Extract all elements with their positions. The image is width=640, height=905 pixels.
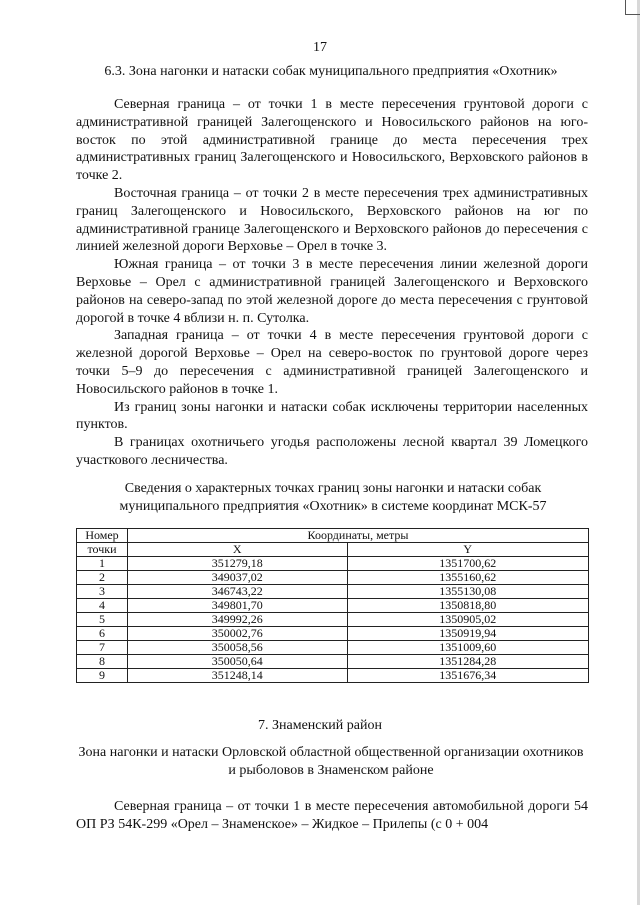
boundary-description bbox=[76, 96, 588, 470]
coord-x: 349037,02 bbox=[128, 571, 348, 585]
coordinates-table bbox=[76, 528, 589, 683]
point-number: 1 bbox=[77, 557, 128, 571]
point-number: 2 bbox=[77, 571, 128, 585]
paragraph-west: Западная граница – от точки 4 в месте пересечения грунтовой дороги с железной дорогой Верховье – Орел на северо-восток по грунтовой дороге через точки 5–9 до пересечения с административной границей Залегощенского и Новосильского районов в точке 1. bbox=[76, 328, 588, 397]
paragraph-forest: В границах охотничьего угодья расположены лесной квартал 39 Ломецкого участкового лесничества. bbox=[76, 435, 588, 468]
table-row bbox=[77, 655, 589, 669]
coord-x: 350058,56 bbox=[128, 641, 348, 655]
coord-y: 1355160,62 bbox=[347, 571, 588, 585]
paragraph-east: Восточная граница – от точки 2 в месте пересечения трех административных границ Залегощенского и Новосильского, Верховского районов на юг по административной границе Залегощенского и Верховского районов до пересечения с линией железной дороги Верховье – Орел в точке 3. bbox=[76, 185, 588, 255]
point-number: 6 bbox=[77, 627, 128, 641]
paragraph-exclusions: Из границ зоны нагонки и натаски собак исключены территории населенных пунктов. bbox=[76, 399, 588, 433]
district-section-title: 7. Знаменский район bbox=[258, 718, 382, 733]
page-number: 17 bbox=[313, 40, 327, 55]
table-row bbox=[77, 641, 589, 655]
paragraph-north: Северная граница – от точки 1 в месте пересечения грунтовой дороги с административной границей Залегощенского и Новосильского районов на юго-восток по этой административной границе до места пересечения трех административных границ Залегощенского и Новосильского, Верховского районов в точке 2. bbox=[76, 97, 588, 184]
point-number: 9 bbox=[77, 669, 128, 683]
coord-x: 349801,70 bbox=[128, 599, 348, 613]
coord-y: 1355130,08 bbox=[347, 585, 588, 599]
coord-y: 1351700,62 bbox=[347, 557, 588, 571]
bottom-description bbox=[76, 798, 588, 834]
header-coordinates: Координаты, метры bbox=[128, 529, 589, 543]
table-row bbox=[77, 613, 589, 627]
header-point-number-line2: точки bbox=[77, 543, 128, 557]
coord-x: 346743,22 bbox=[128, 585, 348, 599]
header-x: X bbox=[128, 543, 348, 557]
coord-x: 351248,14 bbox=[128, 669, 348, 683]
coord-y: 1351284,28 bbox=[347, 655, 588, 669]
coord-x: 351279,18 bbox=[128, 557, 348, 571]
point-number: 8 bbox=[77, 655, 128, 669]
coord-y: 1350919,94 bbox=[347, 627, 588, 641]
coord-x: 349992,26 bbox=[128, 613, 348, 627]
coord-x: 350050,64 bbox=[128, 655, 348, 669]
section-heading: 6.3. Зона нагонки и натаски собак муниципального предприятия «Охотник» bbox=[104, 64, 558, 79]
header-y: Y bbox=[347, 543, 588, 557]
zone-title: Зона нагонки и натаски Орловской областной общественной организации охотников и рыболовов в Знаменском районе bbox=[78, 745, 584, 778]
table-row bbox=[77, 599, 589, 613]
coord-x: 350002,76 bbox=[128, 627, 348, 641]
corner-mark bbox=[625, 0, 640, 15]
coord-y: 1350905,02 bbox=[347, 613, 588, 627]
table-row bbox=[77, 627, 589, 641]
table-row bbox=[77, 571, 589, 585]
point-number: 4 bbox=[77, 599, 128, 613]
point-number: 3 bbox=[77, 585, 128, 599]
point-number: 5 bbox=[77, 613, 128, 627]
paragraph-south: Южная граница – от точки 3 в месте пересечения линии железной дороги Верховье – Орел с административной границей Залегощенского и Верховского районов на северо-запад по этой железной дороге до места пересечения с грунтовой дорогой в точке 4 вблизи н. п. Сутолка. bbox=[76, 257, 588, 326]
header-point-number-line1: Номер bbox=[77, 529, 128, 543]
table-row bbox=[77, 557, 589, 571]
point-number: 7 bbox=[77, 641, 128, 655]
coord-y: 1351676,34 bbox=[347, 669, 588, 683]
table-row bbox=[77, 585, 589, 599]
table-caption: Сведения о характерных точках границ зоны нагонки и натаски собак муниципального предприятия «Охотник» в системе координат МСК-57 bbox=[119, 481, 547, 514]
coord-y: 1350818,80 bbox=[347, 599, 588, 613]
paragraph-bottom-north: Северная граница – от точки 1 в месте пересечения автомобильной дороги 54 ОП РЗ 54К-299 «Орел – Знаменское» – Жидкое – Прилепы (с 0 + 004 bbox=[76, 799, 588, 832]
coord-y: 1351009,60 bbox=[347, 641, 588, 655]
table-row bbox=[77, 669, 589, 683]
